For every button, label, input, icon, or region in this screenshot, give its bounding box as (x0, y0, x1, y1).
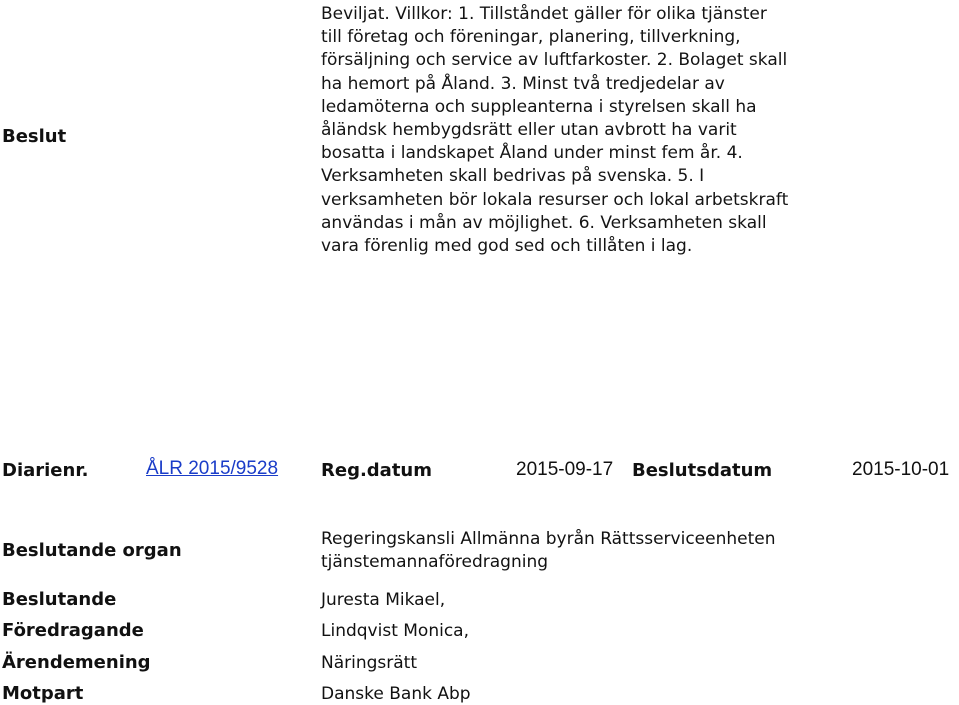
beslutande-organ-label: Beslutande organ (2, 540, 182, 561)
beslutande-value: Juresta Mikael, (321, 590, 446, 610)
beslutsdatum-value: 2015-10-01 (852, 459, 950, 480)
regdatum-label: Reg.datum (321, 460, 432, 481)
regdatum-value: 2015-09-17 (516, 459, 614, 480)
foredragande-label: Föredragande (2, 620, 144, 641)
motpart-label: Motpart (2, 683, 84, 704)
arendemening-value: Näringsrätt (321, 653, 418, 673)
beslutsdatum-label: Beslutsdatum (632, 460, 773, 481)
foredragande-value: Lindqvist Monica, (321, 621, 469, 641)
beslut-label: Beslut (2, 126, 67, 147)
beslutande-organ-value: Regeringskansli Allmänna byrån Rättsserviceenheten tjänstemannaföredragning (321, 529, 776, 572)
diarienr-link[interactable]: ÅLR 2015/9528 (146, 458, 279, 479)
arendemening-label: Ärendemening (2, 652, 151, 673)
diarienr-label: Diarienr. (2, 460, 89, 481)
beslut-text: Beviljat. Villkor: 1. Tillståndet gäller för olika tjänster till företag och föreningar, planering, tillverkning, försäljning och service av luftfarkoster. 2. Bolaget skall ha hemort på Åland. 3. Minst två tredjedelar av ledamöterna och suppleanterna i styrelsen skall ha åländsk hembygdsrätt eller utan avbrott ha varit bosatta i landskapet Åland under minst fem år. 4. Verksamheten skall bedrivas på svenska. 5. I verksamheten bör lokala resurser och lokal arbetskraft användas i mån av möjlighet. 6. Verksamheten skall vara förenlig med god sed och tillåten i lag. (321, 4, 789, 257)
beslutande-label: Beslutande (2, 589, 117, 610)
motpart-value: Danske Bank Abp (321, 684, 471, 704)
